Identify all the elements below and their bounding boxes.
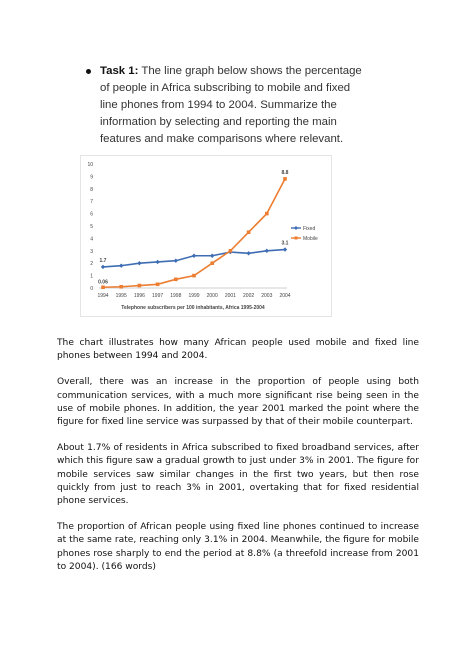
y-tick-label-7: 7 bbox=[90, 199, 93, 206]
data-label-mobile: 8.8 bbox=[281, 169, 289, 176]
x-tick-label-1996: 1996 bbox=[133, 293, 145, 299]
data-point-fixed bbox=[137, 261, 141, 265]
x-tick-label-1997: 1997 bbox=[152, 293, 164, 299]
legend-marker-fixed bbox=[294, 226, 298, 230]
y-tick-label-1: 1 bbox=[90, 273, 93, 280]
chart-svg bbox=[81, 156, 331, 316]
data-point-mobile bbox=[156, 282, 160, 286]
y-tick-label-3: 3 bbox=[90, 248, 93, 255]
data-label-fixed: 1.7 bbox=[99, 257, 107, 264]
essay-paragraph-1: The chart illustrates how many African people used mobile and fixed line phones between 1994 and 2004. bbox=[57, 338, 419, 362]
series-line-fixed bbox=[103, 250, 285, 267]
data-label-mobile: 0.06 bbox=[98, 279, 108, 286]
data-point-mobile bbox=[283, 177, 287, 181]
data-point-mobile bbox=[210, 261, 214, 265]
x-tick-label-2003: 2003 bbox=[261, 293, 273, 299]
x-tick-label-1994: 1994 bbox=[97, 293, 109, 299]
x-axis-title: Telephone subscribers per 100 inhabitants, Africa 1995-2004 bbox=[121, 305, 265, 311]
data-point-mobile bbox=[174, 278, 178, 282]
y-tick-label-4: 4 bbox=[90, 236, 93, 243]
x-tick-label-2001: 2001 bbox=[224, 293, 236, 299]
bullet-icon bbox=[86, 69, 91, 74]
data-point-mobile bbox=[119, 285, 123, 289]
y-tick-label-9: 9 bbox=[90, 174, 93, 181]
data-point-fixed bbox=[155, 260, 159, 264]
essay-paragraph-4: The proportion of African people using fixed line phones continued to increase at the same rate, reaching only 3.1% in 2004. Meanwhile, the figure for mobile phones rose sharply to end the period at 8.8% (a threefold increase from 2001 to 2004). (166 words) bbox=[57, 522, 419, 572]
data-point-fixed bbox=[101, 265, 105, 269]
data-point-mobile bbox=[192, 274, 196, 278]
y-tick-label-0: 0 bbox=[90, 286, 93, 292]
y-tick-label-2: 2 bbox=[90, 261, 93, 268]
y-tick-label-6: 6 bbox=[90, 211, 93, 218]
data-point-mobile bbox=[101, 285, 105, 289]
data-point-fixed bbox=[174, 259, 178, 263]
y-tick-label-5: 5 bbox=[90, 224, 93, 230]
series-line-mobile bbox=[103, 179, 285, 287]
data-point-fixed bbox=[210, 254, 214, 258]
essay bbox=[57, 337, 419, 587]
x-tick-label-1995: 1995 bbox=[115, 293, 127, 299]
data-point-fixed bbox=[265, 249, 269, 253]
line-chart bbox=[80, 155, 332, 317]
essay-paragraph-3: About 1.7% of residents in Africa subscribed to fixed broadband services, after which this figure saw a gradual growth to just under 3% in 2001. The figure for mobile services saw similar changes in the first two years, but then rose quickly from just to reach 3% in 2001, overtaking that for fixed residential phone services. bbox=[57, 443, 419, 507]
x-tick-label-2000: 2000 bbox=[206, 293, 218, 299]
data-point-fixed bbox=[283, 247, 287, 251]
x-tick-label-1999: 1999 bbox=[188, 293, 200, 299]
x-tick-label-1998: 1998 bbox=[170, 293, 182, 299]
data-point-mobile bbox=[247, 230, 251, 234]
data-point-mobile bbox=[265, 212, 269, 216]
legend-label-mobile: Mobile bbox=[303, 236, 318, 242]
task-text bbox=[100, 63, 370, 148]
task-body: The line graph below shows the percentage of people in Africa subscribing to mobile and fixed line phones from 1994 to 2004. Summarize the information by selecting and reporting the main features and make comparisons where relevant. bbox=[100, 65, 362, 145]
data-point-fixed bbox=[192, 254, 196, 258]
y-tick-label-10: 10 bbox=[87, 162, 93, 168]
data-point-fixed bbox=[246, 251, 250, 255]
data-label-fixed: 3.1 bbox=[281, 240, 289, 247]
data-point-mobile bbox=[229, 249, 233, 253]
legend-label-fixed: Fixed bbox=[303, 226, 316, 232]
x-tick-label-2002: 2002 bbox=[243, 293, 255, 299]
y-tick-label-8: 8 bbox=[90, 186, 93, 193]
task-prompt bbox=[100, 63, 370, 148]
task-label: Task 1: bbox=[100, 65, 139, 77]
data-point-mobile bbox=[138, 284, 142, 288]
data-point-fixed bbox=[119, 263, 123, 267]
essay-paragraph-2: Overall, there was an increase in the proportion of people using both communication services, with a much more significant rise being seen in the use of mobile phones. In addition, the year 2001 marked the point where the figure for fixed line service was surpassed by that of their mobile counterpart. bbox=[57, 377, 419, 428]
legend-marker-mobile bbox=[295, 237, 298, 240]
x-tick-label-2004: 2004 bbox=[279, 293, 291, 299]
